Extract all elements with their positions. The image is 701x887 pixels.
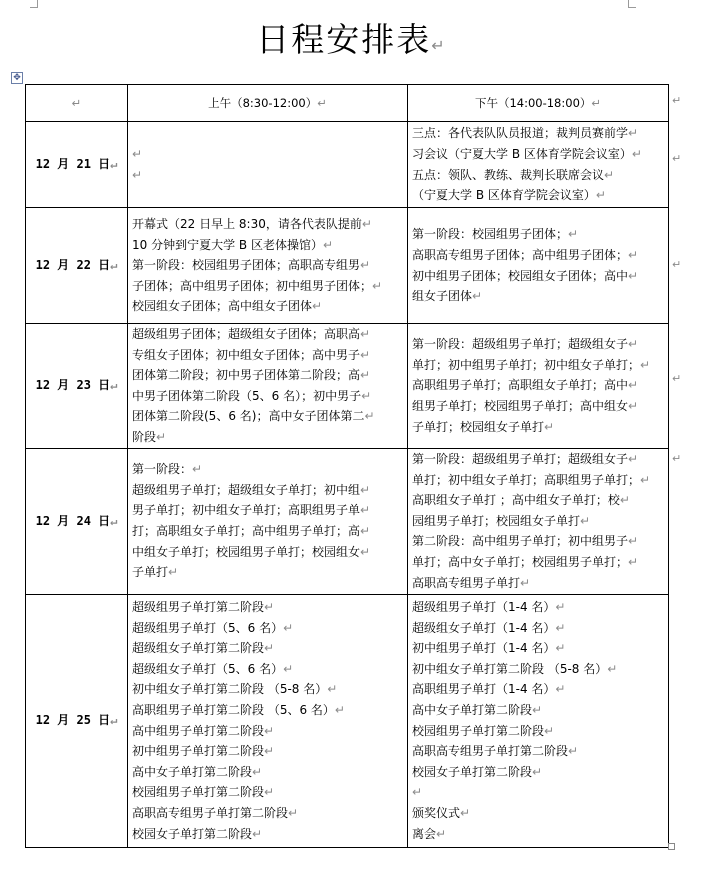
paragraph-mark: ↵: [555, 641, 566, 656]
paragraph-mark: ↵: [544, 419, 555, 434]
morning-line: [132, 165, 403, 186]
line-text: 超级组女子单打第二阶段: [132, 641, 265, 656]
line-text: 高职组女子单打 ；高中组女子单打；校: [412, 493, 620, 508]
paragraph-mark: ↵: [544, 723, 555, 738]
line-text: 初中组女子单打第二阶段 （5-8 名）: [412, 661, 608, 676]
schedule-row: [26, 594, 669, 847]
afternoon-line: [412, 803, 664, 824]
paragraph-mark: ↵: [568, 744, 579, 759]
line-text: 高职组男子单打第二阶段 （5、6 名）: [132, 702, 335, 717]
paragraph-mark: ↵: [460, 805, 471, 820]
paragraph-mark: ↵: [520, 575, 531, 590]
paragraph-mark: ↵: [628, 378, 639, 393]
line-text: 子团体；高中组男子团体；初中组男子团体；: [132, 278, 373, 293]
row-end-mark: ↵: [672, 152, 682, 165]
morning-line: [132, 345, 403, 366]
afternoon-line: [412, 490, 664, 511]
paragraph-mark: ↵: [168, 565, 179, 580]
afternoon-cell: [408, 324, 669, 449]
line-text: （宁夏大学 B 区体育学院会议室）: [412, 188, 596, 203]
paragraph-mark: ↵: [264, 744, 275, 759]
paragraph-mark: ↵: [360, 524, 371, 539]
morning-line: [132, 296, 403, 317]
date-label: 12 月 25 日: [35, 713, 111, 728]
afternoon-line: [412, 511, 664, 532]
morning-line: [132, 762, 403, 783]
paragraph-mark: ↵: [360, 503, 371, 518]
line-text: 超级组男子单打（1-4 名）: [412, 600, 556, 614]
paragraph-mark: ↵: [640, 357, 651, 372]
morning-line: [132, 542, 403, 563]
afternoon-cell: [408, 208, 669, 324]
date-cell: [26, 324, 128, 449]
page-corner-mark-left: [30, 0, 38, 8]
afternoon-line: [412, 334, 664, 355]
afternoon-line: [412, 417, 664, 438]
paragraph-mark: ↵: [132, 146, 143, 161]
paragraph-mark: ↵: [110, 378, 118, 393]
morning-cell: [128, 208, 408, 324]
afternoon-line: [412, 123, 664, 144]
morning-cell: [128, 324, 408, 449]
paragraph-mark: ↵: [132, 167, 143, 182]
morning-line: [132, 618, 403, 639]
paragraph-mark: ↵: [110, 513, 118, 528]
afternoon-line: [412, 396, 664, 417]
row-end-mark: ↵: [672, 94, 682, 107]
paragraph-mark: ↵: [628, 554, 639, 569]
date-cell: [26, 208, 128, 324]
morning-line: [132, 144, 403, 165]
paragraph-mark: ↵: [360, 327, 371, 341]
date-label: 12 月 21 日: [35, 157, 111, 172]
row-end-mark: ↵: [672, 372, 682, 385]
line-text: 五点：领队、教练、裁判长联席会议: [412, 167, 605, 182]
line-text: 离会: [412, 826, 437, 841]
afternoon-line: [412, 679, 664, 700]
line-text: 高职组男子单打（1-4 名）: [412, 682, 556, 697]
afternoon-line: [412, 266, 664, 287]
afternoon-line: [412, 286, 664, 307]
paragraph-mark: ↵: [619, 493, 630, 508]
morning-line: [132, 235, 403, 256]
afternoon-line: [412, 552, 664, 573]
line-text: 中组女子单打；校园组男子单打；校园组女: [132, 544, 361, 559]
table-resize-handle[interactable]: [668, 843, 675, 850]
afternoon-line: [412, 185, 664, 206]
document-title: 日程安排表↵: [256, 20, 445, 59]
paragraph-mark: ↵: [631, 146, 642, 161]
line-text: 初中组男子单打第二阶段: [132, 744, 265, 759]
header-blank-cell: ↵: [26, 85, 128, 122]
afternoon-line: [412, 638, 664, 659]
line-text: 第一阶段：超级组男子单打；超级组女子: [412, 451, 629, 466]
morning-line: [132, 521, 403, 542]
line-text: 单打；高中女子单打；校园组男子单打；: [412, 554, 629, 569]
afternoon-line: [412, 700, 664, 721]
line-text: 超级组男子单打；超级组女子单打；初中组: [132, 482, 361, 497]
morning-line: [132, 597, 403, 618]
line-text: 组男子单打；校园组男子单打；高中组女: [412, 399, 629, 414]
paragraph-mark: ↵: [604, 167, 615, 182]
schedule-row: [26, 122, 669, 208]
morning-line: [132, 324, 403, 345]
date-cell: [26, 122, 128, 208]
table-move-handle-icon[interactable]: ✥: [11, 72, 23, 84]
line-text: 第一阶段：校园组男子团体；: [412, 227, 569, 242]
afternoon-line: [412, 470, 664, 491]
paragraph-mark: ↵: [555, 620, 566, 635]
afternoon-line: [412, 824, 664, 845]
line-text: 开幕式（22 日早上 8:30，请各代表队提前: [132, 217, 362, 232]
paragraph-mark: ↵: [110, 157, 118, 172]
afternoon-cell: [408, 448, 669, 594]
morning-line: [132, 824, 403, 845]
paragraph-mark: ↵: [628, 247, 639, 262]
paragraph-mark: ↵: [327, 682, 338, 697]
afternoon-line: [412, 721, 664, 742]
paragraph-mark: ↵: [252, 826, 263, 841]
line-text: 专组女子团体；初中组女子团体；高中男子: [132, 347, 361, 362]
line-text: 团体第二阶段；初中男子团体第二阶段；高: [132, 368, 361, 383]
line-text: 校园女子单打第二阶段: [132, 826, 253, 841]
morning-line: [132, 406, 403, 427]
line-text: 第一阶段：超级组男子单打；超级组女子: [412, 337, 629, 352]
paragraph-mark: ↵: [555, 682, 566, 697]
morning-line: [132, 255, 403, 276]
morning-line: [132, 480, 403, 501]
paragraph-mark: ↵: [472, 289, 483, 304]
line-text: 校园组男子单打第二阶段: [132, 785, 265, 800]
afternoon-line: [412, 597, 664, 618]
morning-line: [132, 214, 403, 235]
line-text: 子单打；校园组女子单打: [412, 419, 545, 434]
paragraph-mark: ↵: [252, 764, 263, 779]
line-text: 校园女子单打第二阶段: [412, 764, 533, 779]
line-text: 单打；初中组男子单打；初中组女子单打；: [412, 357, 641, 372]
line-text: 高职高专组男子单打第二阶段: [412, 744, 569, 759]
line-text: 颁奖仪式: [412, 805, 461, 820]
paragraph-mark: ↵: [283, 620, 294, 635]
paragraph-mark: ↵: [436, 826, 447, 841]
morning-line: [132, 679, 403, 700]
paragraph-mark: ↵: [372, 278, 383, 293]
paragraph-mark: ↵: [283, 661, 294, 676]
paragraph-mark: ↵: [360, 482, 371, 497]
paragraph-mark: ↵: [628, 126, 639, 141]
line-text: 超级组女子单打（5、6 名）: [132, 661, 284, 676]
paragraph-mark: ↵: [264, 723, 275, 738]
afternoon-line: [412, 375, 664, 396]
paragraph-mark: ↵: [264, 785, 275, 800]
line-text: 团体第二阶段(5、6 名)；高中女子团体第二: [132, 409, 365, 424]
paragraph-mark: ↵: [628, 337, 639, 352]
afternoon-line: [412, 355, 664, 376]
line-text: 阶段: [132, 429, 157, 444]
morning-line: [132, 365, 403, 386]
line-text: 园组男子单打；校园组女子单打: [412, 513, 581, 528]
line-text: 初中组男子单打（1-4 名）: [412, 641, 556, 656]
morning-line: [132, 782, 403, 803]
morning-cell: [128, 448, 408, 594]
paragraph-mark: ↵: [156, 429, 167, 444]
line-text: 初中组男子团体；校园组女子团体；高中: [412, 268, 629, 283]
line-text: 10 分钟到宁夏大学 B 区老体操馆）: [132, 237, 323, 252]
line-text: 校园组男子单打第二阶段: [412, 723, 545, 738]
paragraph-mark: ↵: [628, 534, 639, 549]
paragraph-mark: ↵: [360, 368, 371, 383]
line-text: 男子单打；初中组女子单打；高职组男子单: [132, 503, 361, 518]
paragraph-mark: ↵: [322, 237, 334, 252]
afternoon-line: [412, 449, 664, 470]
afternoon-line: [412, 165, 664, 186]
line-text: 中男子团体第二阶段（5、6 名）；初中男子: [132, 388, 362, 403]
paragraph-mark: ↵: [110, 258, 118, 273]
paragraph-mark: ↵: [431, 36, 445, 55]
line-text: 高职高专组男子团体；高中组男子团体；: [412, 247, 629, 262]
paragraph-mark: ↵: [288, 805, 299, 820]
paragraph-mark: ↵: [555, 600, 566, 614]
table-header-row: [26, 85, 669, 122]
line-text: 超级组男子单打（5、6 名）: [132, 620, 284, 635]
line-text: 组女子团体: [412, 289, 473, 304]
schedule-table: [25, 84, 669, 848]
paragraph-mark: ↵: [568, 227, 579, 242]
morning-line: [132, 741, 403, 762]
date-label: 12 月 22 日: [35, 258, 111, 273]
date-label: 12 月 24 日: [35, 513, 111, 528]
morning-line: [132, 638, 403, 659]
line-text: 习会议（宁夏大学 B 区体育学院会议室）: [412, 146, 632, 161]
afternoon-line: [412, 573, 664, 594]
morning-line: [132, 386, 403, 407]
line-text: 子单打: [132, 565, 169, 580]
line-text: 第二阶段：高中组男子单打；初中组男子: [412, 534, 629, 549]
line-text: 高职高专组男子单打: [412, 575, 521, 590]
schedule-row: [26, 324, 669, 449]
morning-line: [132, 276, 403, 297]
schedule-row: [26, 448, 669, 594]
morning-line: [132, 803, 403, 824]
paragraph-mark: ↵: [360, 544, 371, 559]
paragraph-mark: ↵: [192, 462, 203, 477]
paragraph-mark: ↵: [334, 702, 345, 717]
paragraph-mark: ↵: [360, 258, 371, 273]
afternoon-line: [412, 618, 664, 639]
paragraph-mark: ↵: [595, 188, 606, 203]
morning-line: [132, 659, 403, 680]
morning-line: [132, 721, 403, 742]
paragraph-mark: ↵: [628, 268, 639, 283]
paragraph-mark: ↵: [628, 399, 639, 414]
line-text: 第一阶段：校园组男子团体；高职高专组男: [132, 258, 361, 273]
line-text: 高中女子单打第二阶段: [132, 764, 253, 779]
header-morning-cell: 上午（8:30-12:00）↵: [128, 85, 408, 122]
afternoon-line: [412, 782, 664, 803]
afternoon-cell: [408, 122, 669, 208]
paragraph-mark: ↵: [360, 347, 371, 362]
afternoon-line: [412, 245, 664, 266]
paragraph-mark: ↵: [361, 217, 372, 232]
date-cell: [26, 448, 128, 594]
line-text: 高中女子单打第二阶段: [412, 702, 533, 717]
paragraph-mark: ↵: [361, 388, 372, 403]
date-label: 12 月 23 日: [35, 378, 111, 393]
row-end-mark: ↵: [672, 452, 682, 465]
line-text: 打；高职组女子单打；高中组男子单打；高: [132, 524, 361, 539]
afternoon-line: [412, 762, 664, 783]
row-end-mark: ↵: [672, 258, 682, 271]
morning-cell: [128, 594, 408, 847]
paragraph-mark: ↵: [264, 641, 275, 656]
afternoon-line: [412, 224, 664, 245]
morning-cell: [128, 122, 408, 208]
paragraph-mark: ↵: [580, 513, 591, 528]
morning-line: [132, 700, 403, 721]
line-text: 三点：各代表队队员报道；裁判员赛前学: [412, 126, 629, 141]
paragraph-mark: ↵: [607, 661, 618, 676]
line-text: 第一阶段：: [132, 462, 193, 477]
afternoon-line: [412, 659, 664, 680]
line-text: 高职高专组男子单打第二阶段: [132, 805, 289, 820]
morning-line: [132, 500, 403, 521]
afternoon-line: [412, 531, 664, 552]
line-text: 超级组男子单打第二阶段: [132, 600, 265, 614]
afternoon-cell: [408, 594, 669, 847]
paragraph-mark: ↵: [532, 764, 543, 779]
morning-line: [132, 427, 403, 448]
paragraph-mark: ↵: [264, 600, 275, 614]
header-afternoon-cell: 下午（14:00-18:00）↵: [408, 85, 669, 122]
schedule-row: [26, 208, 669, 324]
paragraph-mark: ↵: [640, 472, 651, 487]
line-text: 超级组女子单打（1-4 名）: [412, 620, 556, 635]
line-text: 高中组男子单打第二阶段: [132, 723, 265, 738]
paragraph-mark: ↵: [110, 713, 118, 728]
afternoon-line: [412, 741, 664, 762]
line-text: 单打；初中组女子单打；高职组男子单打；: [412, 472, 641, 487]
line-text: 超级组男子团体；超级组女子团体；高职高: [132, 327, 361, 341]
date-cell: [26, 594, 128, 847]
line-text: 校园组女子团体；高中组女子团体: [132, 299, 313, 314]
morning-line: [132, 562, 403, 583]
paragraph-mark: ↵: [312, 299, 323, 314]
morning-line: [132, 459, 403, 480]
paragraph-mark: ↵: [532, 702, 543, 717]
line-text: 初中组女子单打第二阶段 （5-8 名）: [132, 682, 328, 697]
page-corner-mark-right: [628, 0, 636, 8]
paragraph-mark: ↵: [628, 451, 639, 466]
line-text: 高职组男子单打；高职组女子单打；高中: [412, 378, 629, 393]
paragraph-mark: ↵: [364, 409, 375, 424]
paragraph-mark: ↵: [412, 785, 423, 800]
afternoon-line: [412, 144, 664, 165]
